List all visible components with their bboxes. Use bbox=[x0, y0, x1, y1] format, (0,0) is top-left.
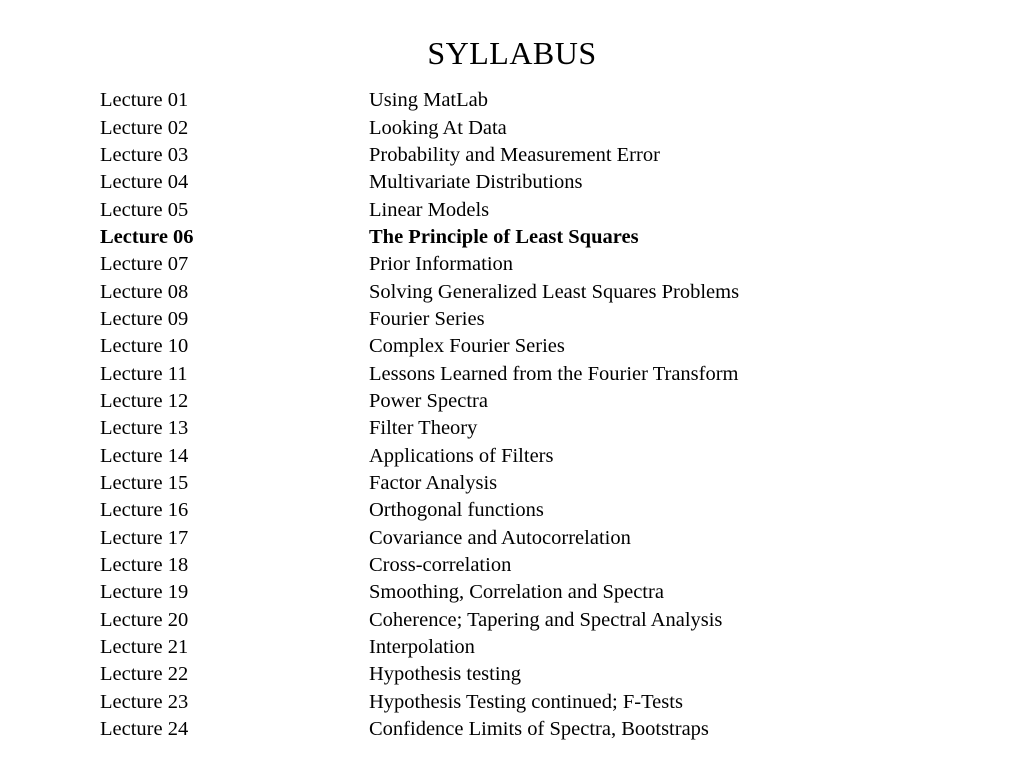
lecture-topic: Complex Fourier Series bbox=[369, 335, 565, 358]
lecture-topic: Covariance and Autocorrelation bbox=[369, 526, 631, 549]
lecture-number: Lecture 13 bbox=[100, 417, 189, 440]
lecture-number: Lecture 04 bbox=[100, 171, 189, 194]
lecture-number: Lecture 08 bbox=[100, 280, 189, 303]
syllabus-row bbox=[100, 661, 820, 688]
lecture-number: Lecture 09 bbox=[100, 307, 189, 330]
lecture-topic: Applications of Filters bbox=[369, 444, 554, 467]
syllabus-row bbox=[100, 525, 820, 552]
syllabus-row bbox=[100, 415, 820, 442]
lecture-topic: Solving Generalized Least Squares Problems bbox=[369, 280, 740, 303]
lecture-topic: Probability and Measurement Error bbox=[369, 143, 660, 166]
lecture-topic: Interpolation bbox=[369, 636, 475, 659]
syllabus-row bbox=[100, 634, 820, 661]
lecture-number: Lecture 12 bbox=[100, 389, 189, 412]
syllabus-row bbox=[100, 278, 820, 305]
syllabus-row bbox=[100, 470, 820, 497]
lecture-number: Lecture 01 bbox=[100, 89, 189, 112]
lecture-topic: Multivariate Distributions bbox=[369, 171, 583, 194]
syllabus-row bbox=[100, 87, 820, 114]
syllabus-row bbox=[100, 579, 820, 606]
lecture-number: Lecture 22 bbox=[100, 663, 189, 686]
lecture-topic: Power Spectra bbox=[369, 389, 488, 412]
lecture-topic: Looking At Data bbox=[369, 116, 507, 139]
syllabus-row bbox=[100, 224, 820, 251]
lecture-topic: The Principle of Least Squares bbox=[369, 225, 639, 248]
lecture-topic: Fourier Series bbox=[369, 307, 485, 330]
lecture-topic: Orthogonal functions bbox=[369, 499, 544, 522]
syllabus-row bbox=[100, 333, 820, 360]
syllabus-list bbox=[100, 87, 820, 743]
lecture-topic: Cross-correlation bbox=[369, 554, 512, 577]
syllabus-row bbox=[100, 552, 820, 579]
lecture-number: Lecture 20 bbox=[100, 608, 189, 631]
lecture-number: Lecture 05 bbox=[100, 198, 189, 221]
lecture-topic: Using MatLab bbox=[369, 89, 488, 112]
lecture-number: Lecture 23 bbox=[100, 690, 189, 713]
syllabus-row bbox=[100, 251, 820, 278]
lecture-number: Lecture 17 bbox=[100, 526, 189, 549]
lecture-topic: Hypothesis Testing continued; F-Tests bbox=[369, 690, 683, 713]
lecture-number: Lecture 16 bbox=[100, 499, 189, 522]
page-title: SYLLABUS bbox=[427, 35, 597, 71]
lecture-number: Lecture 03 bbox=[100, 143, 189, 166]
syllabus-row bbox=[100, 360, 820, 387]
syllabus-row bbox=[100, 306, 820, 333]
syllabus-row bbox=[100, 497, 820, 524]
syllabus-row bbox=[100, 142, 820, 169]
lecture-number: Lecture 24 bbox=[100, 718, 189, 741]
syllabus-row bbox=[100, 689, 820, 716]
syllabus-row bbox=[100, 388, 820, 415]
lecture-number: Lecture 06 bbox=[100, 225, 194, 248]
lecture-number: Lecture 11 bbox=[100, 362, 188, 385]
syllabus-row bbox=[100, 716, 820, 743]
lecture-number: Lecture 15 bbox=[100, 471, 189, 494]
lecture-number: Lecture 07 bbox=[100, 253, 189, 276]
lecture-topic: Confidence Limits of Spectra, Bootstraps bbox=[369, 718, 709, 741]
lecture-number: Lecture 02 bbox=[100, 116, 189, 139]
syllabus-row bbox=[100, 169, 820, 196]
syllabus-row bbox=[100, 114, 820, 141]
lecture-number: Lecture 18 bbox=[100, 554, 189, 577]
lecture-number: Lecture 10 bbox=[100, 335, 189, 358]
syllabus-row bbox=[100, 442, 820, 469]
lecture-number: Lecture 21 bbox=[100, 636, 189, 659]
lecture-topic: Hypothesis testing bbox=[369, 663, 522, 686]
lecture-topic: Filter Theory bbox=[369, 417, 478, 440]
syllabus-row bbox=[100, 607, 820, 634]
lecture-topic: Lessons Learned from the Fourier Transform bbox=[369, 362, 739, 385]
lecture-topic: Smoothing, Correlation and Spectra bbox=[369, 581, 664, 604]
lecture-topic: Coherence; Tapering and Spectral Analysis bbox=[369, 608, 723, 631]
lecture-topic: Prior Information bbox=[369, 253, 514, 276]
lecture-number: Lecture 14 bbox=[100, 444, 189, 467]
lecture-topic: Linear Models bbox=[369, 198, 490, 221]
lecture-topic: Factor Analysis bbox=[369, 471, 498, 494]
lecture-number: Lecture 19 bbox=[100, 581, 189, 604]
syllabus-row bbox=[100, 196, 820, 223]
